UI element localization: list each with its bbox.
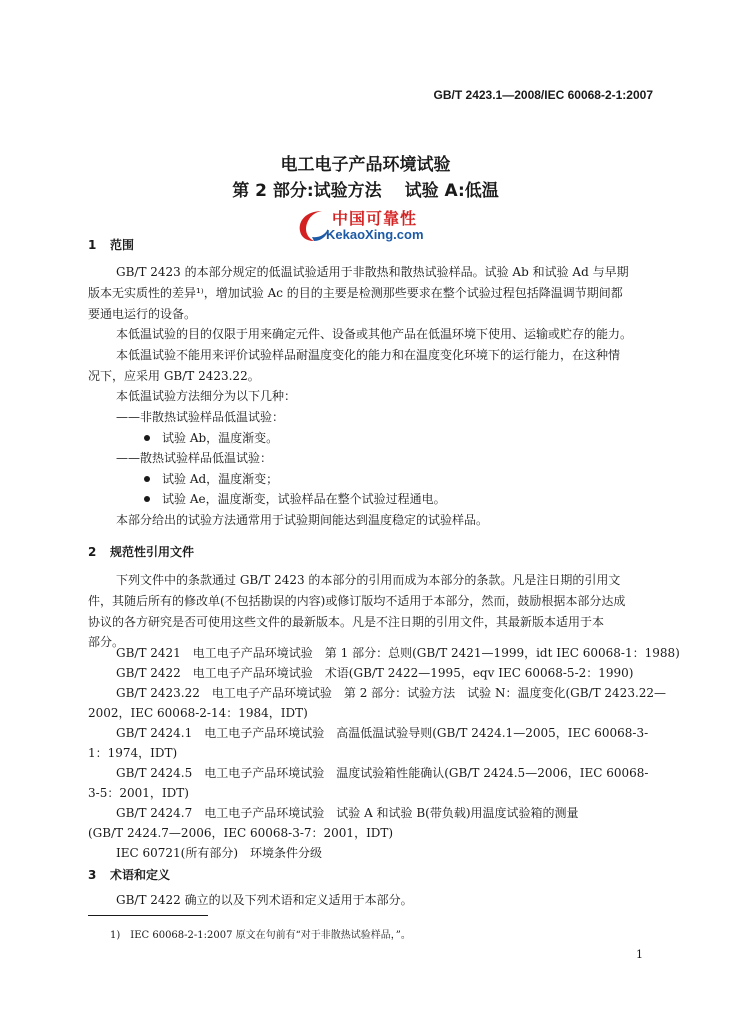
reference-3-line2: 2002，IEC 60068-2-14：1984，IDT)	[88, 706, 308, 720]
s1-p4: 本低温试验方法细分为以下几种：	[116, 389, 297, 403]
bullet-dot-icon	[144, 435, 150, 441]
s1-p5: 本部分给出的试验方法通常用于试验期间能达到温度稳定的试验样品。	[116, 513, 489, 527]
bullet-dot-icon	[144, 476, 150, 482]
s1-bullet-3-text: 试验 Ae，温度渐变，试验样品在整个试验过程通电。	[162, 492, 446, 506]
section-2-number: 2	[88, 545, 97, 559]
reference-6-line2: (GB/T 2424.7—2006，IEC 60068-3-7：2001，IDT)	[88, 826, 394, 840]
logo-english-text: KekaoXing.com	[326, 227, 424, 242]
footnote-divider	[88, 915, 208, 916]
s2-p1-line4: 部分。	[88, 635, 125, 649]
document-title-line1: 电工电子产品环境试验	[280, 155, 451, 175]
standard-number-header: GB/T 2423.1—2008/IEC 60068-2-1:2007	[433, 88, 653, 102]
bullet-dot-icon	[144, 496, 150, 502]
s1-bullet-1-text: 试验 Ab，温度渐变。	[162, 431, 279, 445]
s2-p1-line1: 下列文件中的条款通过 GB/T 2423 的本部分的引用而成为本部分的条款。凡是注日期的引用文	[116, 573, 621, 587]
s1-bullet-item-1	[144, 428, 278, 448]
section-3-heading	[88, 866, 170, 883]
s1-bullet-item-3	[144, 489, 446, 509]
s1-p3-line2: 况下，应采用 GB/T 2423.22。	[88, 369, 260, 383]
reference-4-line2: 1：1974，IDT)	[88, 746, 178, 760]
section-1-number: 1	[88, 238, 97, 252]
s2-p1-line2: 件，其随后所有的修改单(不包括勘误的内容)或修订版均不适用于本部分，然而，鼓励根据本部分达成	[88, 594, 626, 608]
s1-p1-line2: 版本无实质性的差异¹⁾，增加试验 Ac 的目的主要是检测那些要求在整个试验过程包括降温调节期间都	[88, 286, 623, 300]
reference-2: GB/T 2422 电工电子产品环境试验 术语(GB/T 2422—1995，eqv IEC 60068-5-2：1990)	[116, 666, 634, 680]
document-title-line2: 第 2 部分:试验方法 试验 A:低温	[232, 181, 499, 201]
reference-7: IEC 60721(所有部分) 环境条件分级	[116, 846, 323, 860]
page-number: 1	[636, 948, 643, 961]
reference-6-line1: GB/T 2424.7 电工电子产品环境试验 试验 A 和试验 B(带负载)用温度试验箱的测量	[116, 806, 579, 820]
section-2-title: 规范性引用文件	[110, 545, 195, 559]
reference-5-line1: GB/T 2424.5 电工电子产品环境试验 温度试验箱性能确认(GB/T 2424.5—2006，IEC 60068-	[116, 766, 649, 780]
s1-p3-line1: 本低温试验不能用来评价试验样品耐温度变化的能力和在温度变化环境下的运行能力，在这种情	[116, 348, 621, 362]
s1-bullet-item-2	[144, 469, 278, 489]
footnote-1: 1) IEC 60068-2-1:2007 原文在句前有“对于非散热试验样品，”。	[110, 930, 411, 941]
section-2-heading	[88, 543, 194, 560]
s2-p1-line3: 协议的各方研究是否可使用这些文件的最新版本。凡是不注日期的引用文件，其最新版本适用于本	[88, 615, 605, 629]
reference-1: GB/T 2421 电工电子产品环境试验 第 1 部分：总则(GB/T 2421—1999，idt IEC 60068-1：1988)	[116, 646, 680, 660]
section-1-title: 范围	[110, 238, 135, 252]
s1-bullet-2-text: 试验 Ad，温度渐变；	[162, 472, 279, 486]
kekaoxing-logo[interactable]	[292, 205, 442, 245]
s1-p2: 本低温试验的目的仅限于用来确定元件、设备或其他产品在低温环境下使用、运输或贮存的能力。	[116, 327, 633, 341]
s1-p1-line3: 要通电运行的设备。	[88, 307, 197, 321]
section-1-heading	[88, 236, 134, 253]
logo-chinese-text: 中国可靠性	[332, 209, 418, 228]
section-3-number: 3	[88, 868, 97, 882]
reference-3-line1: GB/T 2423.22 电工电子产品环境试验 第 2 部分：试验方法 试验 N：温度变化(GB/T 2423.22—	[116, 686, 667, 700]
section-3-title: 术语和定义	[110, 868, 171, 882]
reference-5-line2: 3-5：2001，IDT)	[88, 786, 189, 800]
reference-4-line1: GB/T 2424.1 电工电子产品环境试验 高温低温试验导则(GB/T 2424.1—2005，IEC 60068-3-	[116, 726, 649, 740]
s1-dash-item-1: ——非散热试验样品低温试验：	[116, 410, 285, 424]
s1-dash-item-2: ——散热试验样品低温试验：	[116, 451, 273, 465]
s1-p1-line1: GB/T 2423 的本部分规定的低温试验适用于非散热和散热试验样品。试验 Ab 和试验 Ad 与早期	[116, 265, 629, 279]
s3-p1: GB/T 2422 确立的以及下列术语和定义适用于本部分。	[116, 893, 413, 907]
